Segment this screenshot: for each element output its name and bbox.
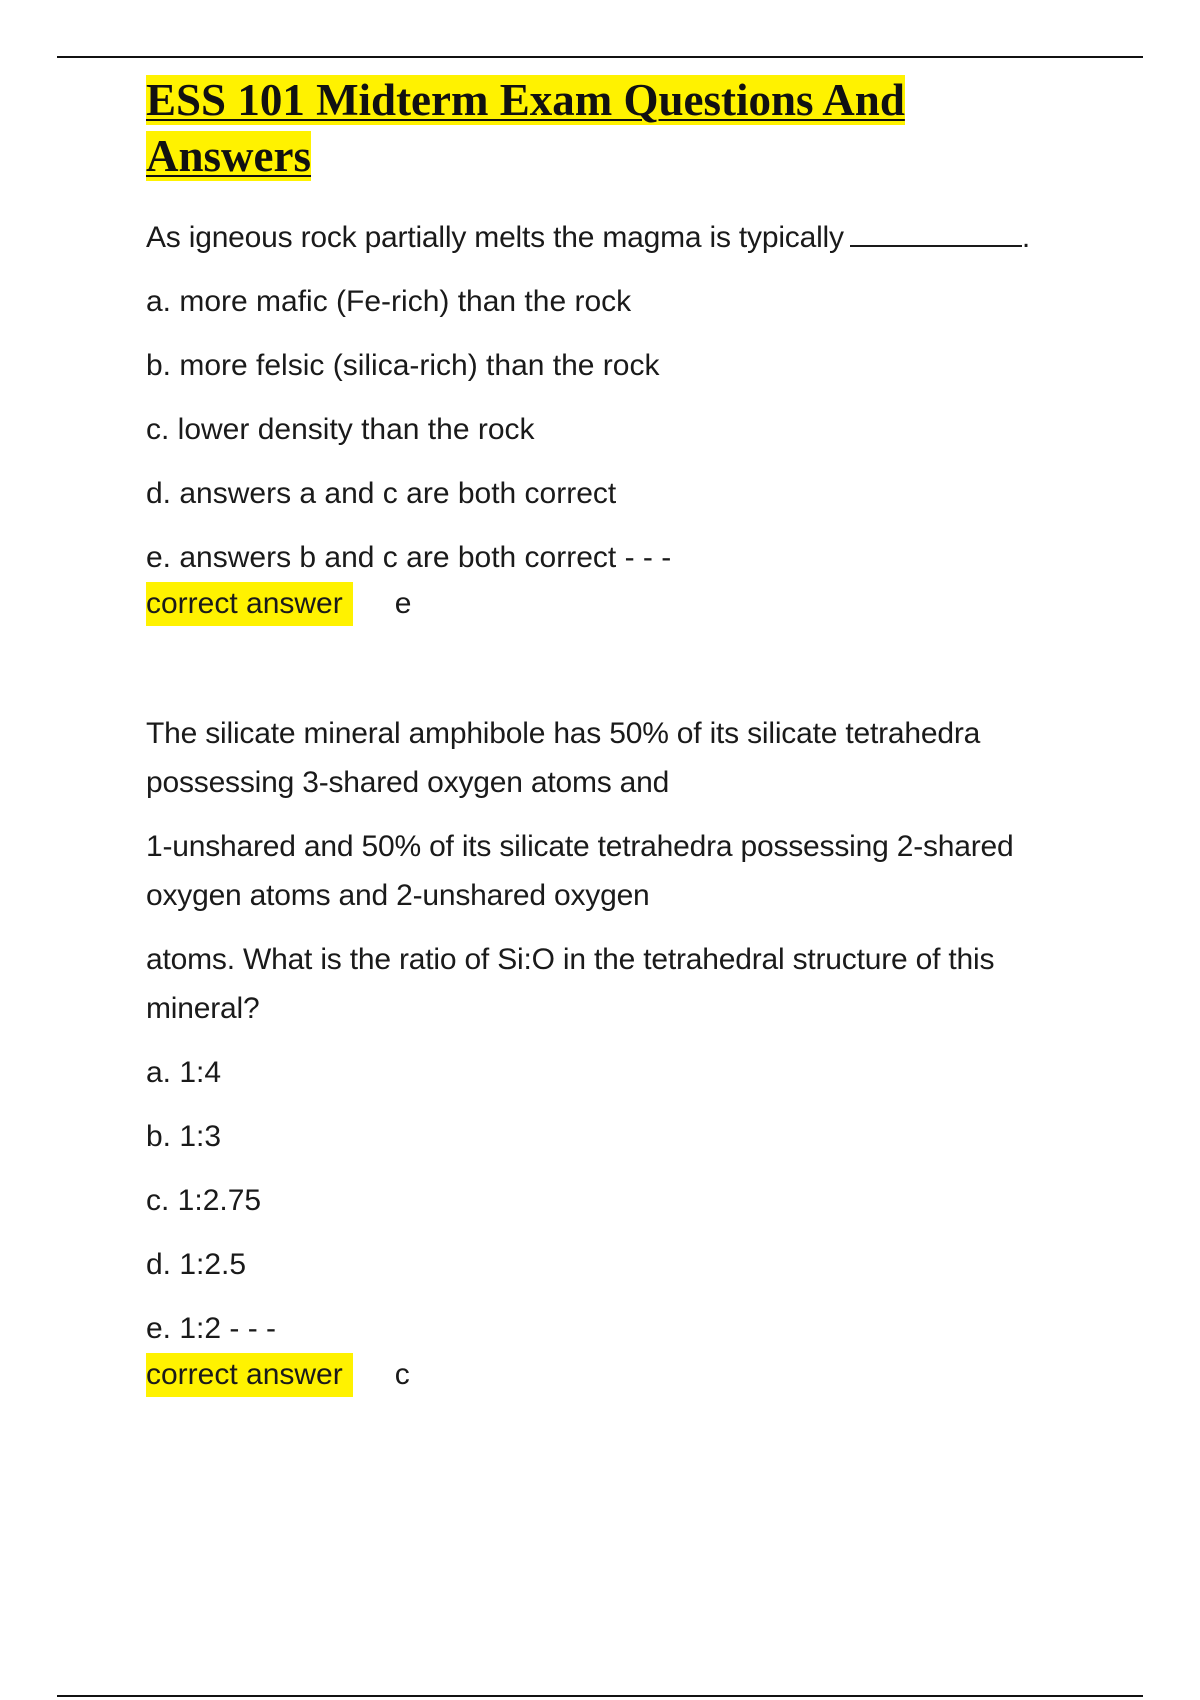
question-2-answer <box>146 1353 1086 1397</box>
question-2-option-b: b. 1:3 <box>146 1120 222 1153</box>
question-1-prompt <box>146 213 1086 262</box>
question-1-prompt-end: . <box>1021 221 1030 254</box>
question-2-prompt-line-2: 1-unshared and 50% of its silicate tetrahedra possessing 2-shared oxygen atoms and 2-unshared oxygen <box>146 830 1014 912</box>
top-rule <box>57 56 1143 58</box>
question-1-option-d: d. answers a and c are both correct <box>146 477 617 510</box>
question-2 <box>146 709 1086 1397</box>
question-2-option-c: c. 1:2.75 <box>146 1184 262 1217</box>
document-title <box>146 72 1086 184</box>
document-body <box>146 72 1086 1397</box>
question-2-option-e: e. 1:2 - - - <box>146 1312 277 1345</box>
question-1-option-c: c. lower density than the rock <box>146 413 535 446</box>
bottom-rule <box>57 1695 1143 1697</box>
title-line-1: ESS 101 Midterm Exam Questions And <box>146 75 905 125</box>
question-1 <box>146 213 1086 626</box>
title-line-2: Answers <box>146 131 311 181</box>
question-2-prompt-line-1: The silicate mineral amphibole has 50% of its silicate tetrahedra possessing 3-shared oxygen atoms and <box>146 717 981 799</box>
question-1-option-a: a. more mafic (Fe-rich) than the rock <box>146 285 632 318</box>
answer-label: correct answer <box>146 1353 353 1397</box>
answer-value: e <box>394 587 412 620</box>
answer-label: correct answer <box>146 582 353 626</box>
question-2-prompt-line-3: atoms. What is the ratio of Si:O in the tetrahedral structure of this mineral? <box>146 943 995 1025</box>
question-1-answer <box>146 582 1086 626</box>
question-2-option-d: d. 1:2.5 <box>146 1248 247 1281</box>
fill-in-blank <box>850 217 1022 247</box>
question-1-option-e: e. answers b and c are both correct - - - <box>146 541 672 574</box>
question-2-option-a: a. 1:4 <box>146 1056 222 1089</box>
question-1-prompt-text: As igneous rock partially melts the magma is typically <box>146 221 844 254</box>
question-1-option-b: b. more felsic (silica-rich) than the rock <box>146 349 660 382</box>
answer-value: c <box>394 1358 410 1391</box>
